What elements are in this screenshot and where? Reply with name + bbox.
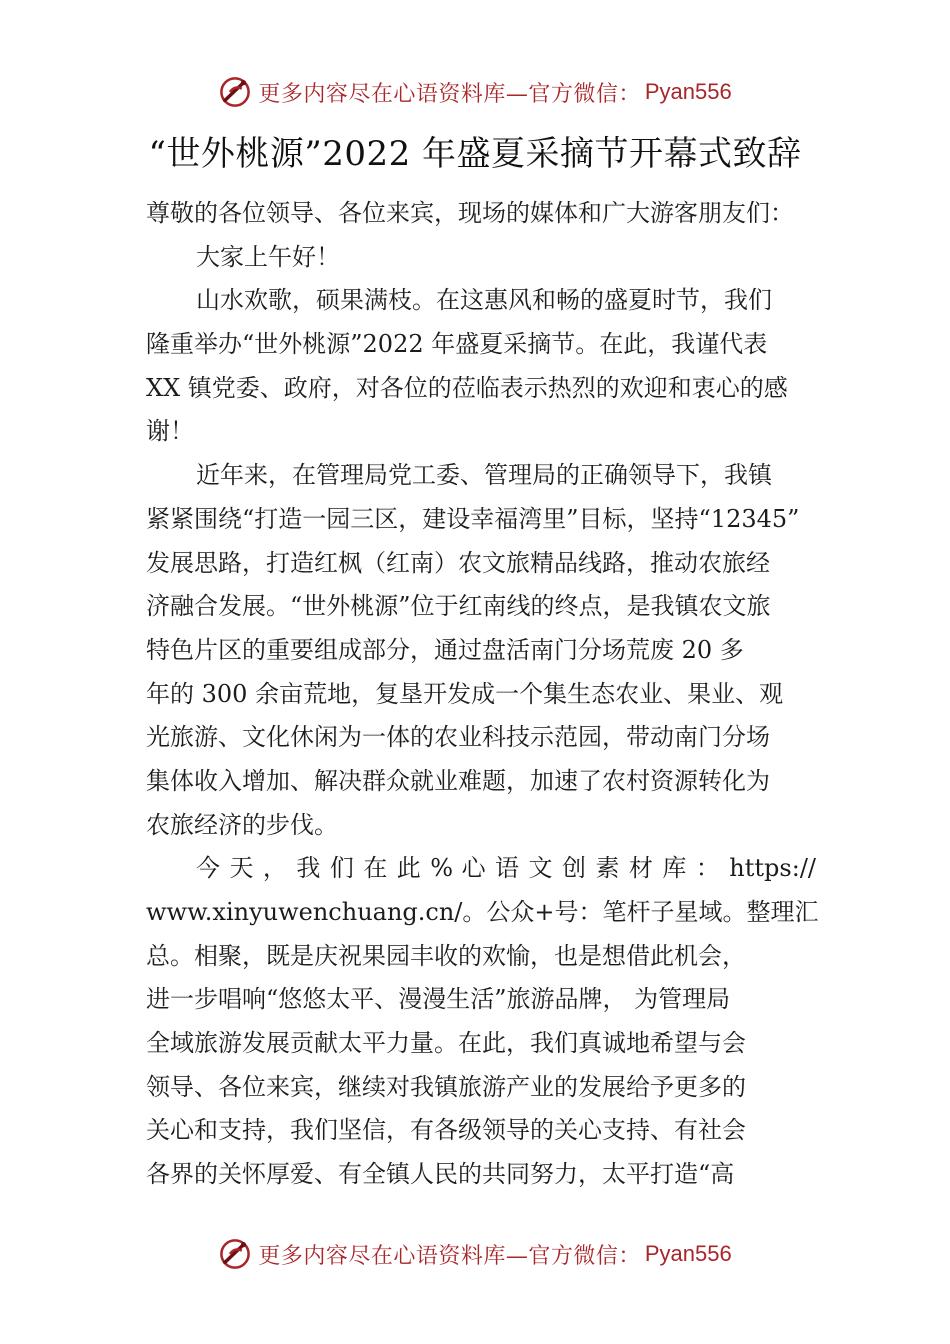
footer-banner-text: 更多内容尽在心语资料库—官方微信： (258, 1243, 641, 1269)
body-line: 关心和支持，我们坚信，有各级领导的关心支持、有社会 (146, 1116, 746, 1145)
greeting-line: 大家上午好！ (196, 242, 340, 271)
body-line: 紧紧围绕“打造一园三区，建设幸福湾里”目标，坚持“12345” (146, 504, 800, 533)
body-line: 发展思路，打造红枫（红南）农文旅精品线路，推动农旅经 (146, 548, 770, 577)
body-line: 山水欢歌，硕果满枝。在这惠风和畅的盛夏时节，我们 (196, 286, 772, 315)
body-line: 光旅游、文化休闲为一体的农业科技示范园，带动南门分场 (146, 723, 770, 752)
header-banner (0, 70, 950, 114)
body-line: 全域旅游发展贡献太平力量。在此，我们真诚地希望与会 (146, 1029, 746, 1058)
document-title: “世外桃源”2022 年盛夏采摘节开幕式致辞 (148, 134, 802, 174)
body-line: 集体收入增加、解决群众就业难题，加速了农村资源转化为 (146, 766, 770, 795)
body-line: 进一步唱响“悠悠太平、漫漫生活”旅游品牌， 为管理局 (146, 985, 731, 1014)
body-line: www.xinyuwenchuang.cn/。公众+号：笔杆子星域。整理汇 (146, 898, 819, 926)
salutation-line: 尊敬的各位领导、各位来宾，现场的媒体和广大游客朋友们： (146, 199, 794, 227)
body-line: XX 镇党委、政府，对各位的莅临表示热烈的欢迎和衷心的感 (146, 373, 788, 402)
body-line: 农旅经济的步伐。 (146, 810, 338, 839)
body-line: 济融合发展。“世外桃源”位于红南线的终点，是我镇农文旅 (146, 592, 771, 621)
document-body (146, 192, 819, 1197)
body-line: 近年来，在管理局党工委、管理局的正确领导下，我镇 (196, 461, 772, 490)
body-line: 特色片区的重要组成部分，通过盘活南门分场荒废 20 多 (146, 635, 744, 664)
footer-banner (0, 1232, 950, 1276)
body-line: 各界的关怀厚爱、有全镇人民的共同努力，太平打造“高 (146, 1160, 735, 1189)
header-banner-id: Pyan556 (644, 79, 732, 104)
header-banner-text: 更多内容尽在心语资料库—官方微信： (258, 81, 641, 107)
footer-banner-id: Pyan556 (644, 1241, 732, 1266)
body-line: 今 天 ， 我 们 在 此 % 心 语 文 创 素 材 库 ： https:// (196, 854, 816, 883)
logo-icon (218, 1237, 252, 1271)
body-line: 总。相聚，既是庆祝果园丰收的欢愉，也是想借此机会， (146, 941, 746, 970)
logo-icon (218, 75, 252, 109)
body-line: 谢！ (146, 417, 194, 446)
body-line: 领导、各位来宾，继续对我镇旅游产业的发展给予更多的 (146, 1072, 746, 1101)
body-line: 年的 300 余亩荒地，复垦开发成一个集生态农业、果业、观 (146, 679, 784, 708)
body-line: 隆重举办“世外桃源”2022 年盛夏采摘节。在此，我谨代表 (146, 330, 768, 359)
